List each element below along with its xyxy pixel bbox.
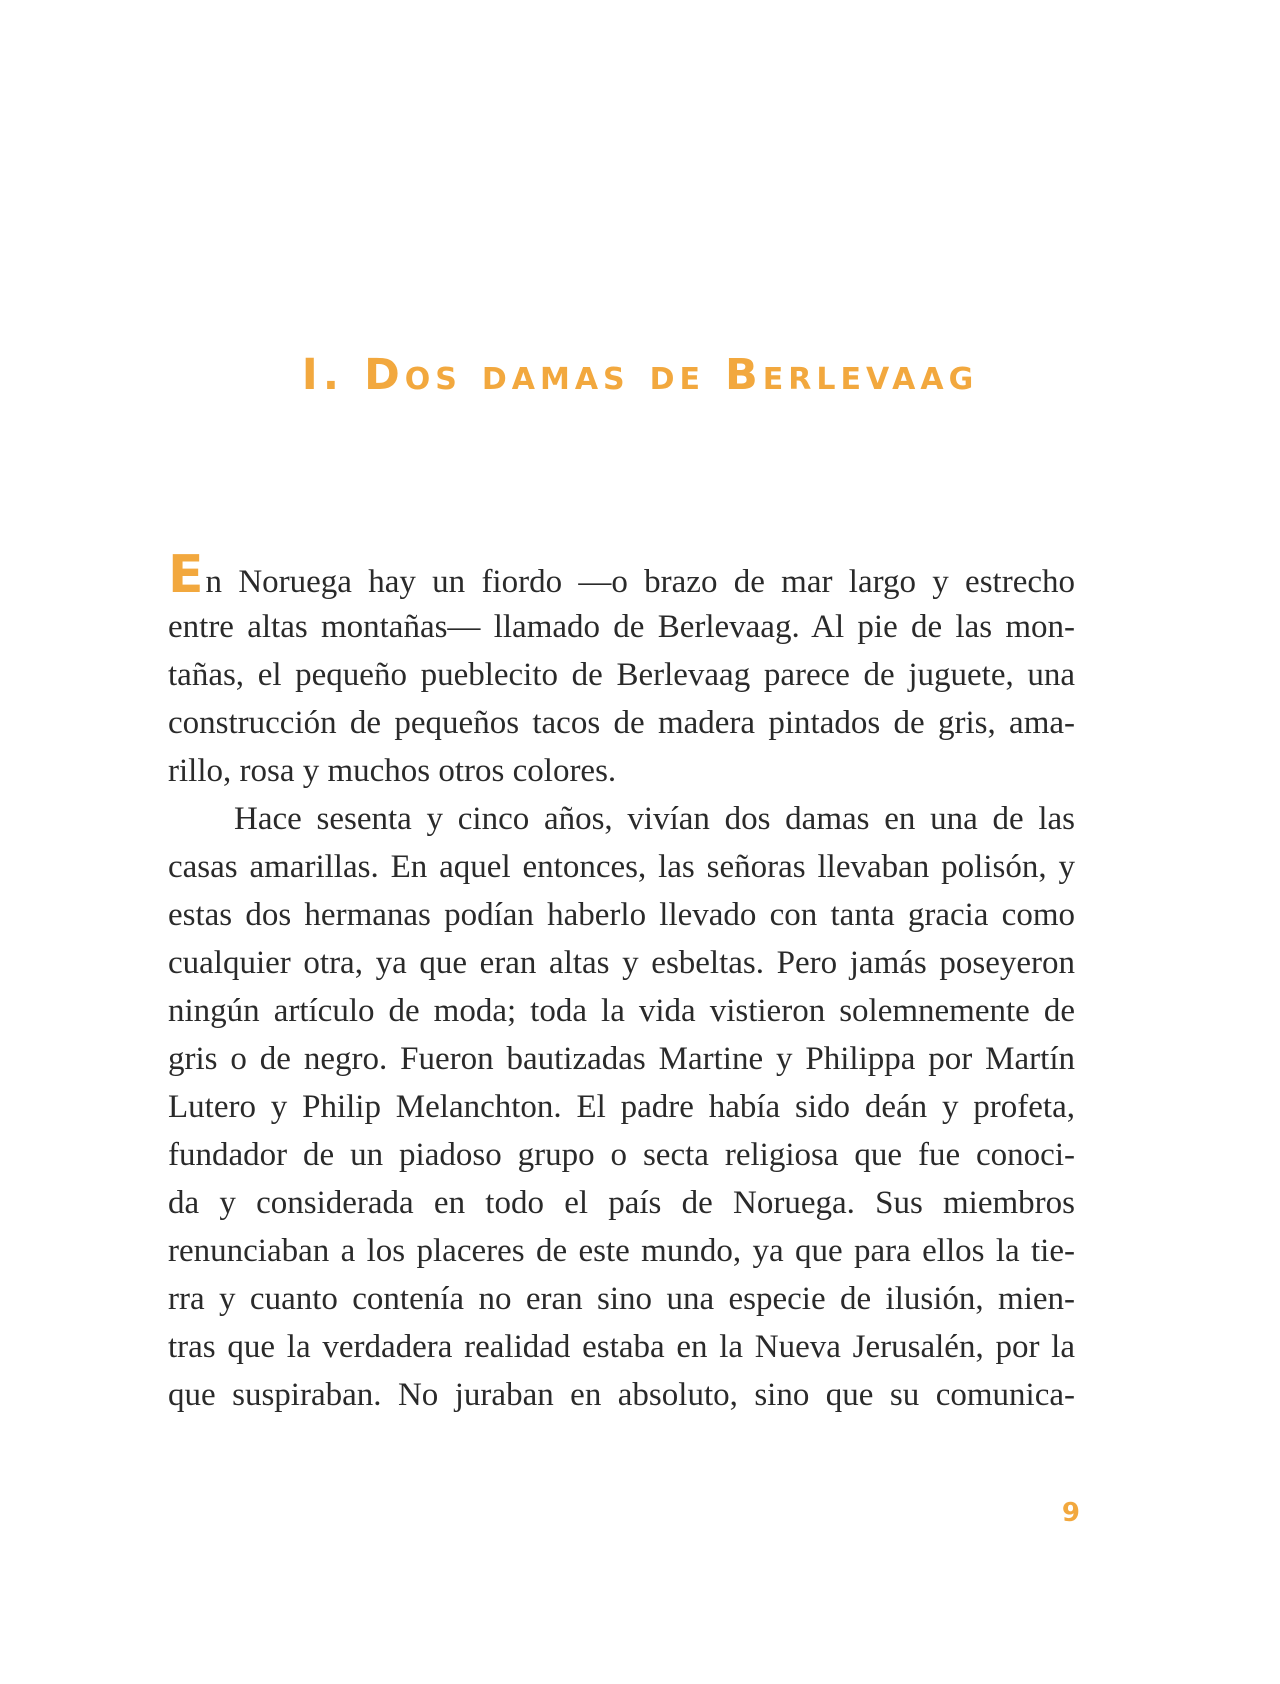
text-line: estas dos hermanas podían haberlo llevado con tanta gracia como [168, 897, 1075, 933]
text-line: cualquier otra, ya que eran altas y esbeltas. Pero jamás poseyeron [168, 945, 1075, 981]
page-number: 9 [1061, 1498, 1080, 1528]
text-line: da y considerada en todo el país de Noruega. Sus miembros [168, 1185, 1075, 1221]
text-line: rillo, rosa y muchos otros colores. [168, 753, 617, 789]
text-line: gris o de negro. Fueron bautizadas Martine y Philippa por Martín [168, 1041, 1075, 1077]
text-line: entre altas montañas— llamado de Berlevaag. Al pie de las mon- [168, 609, 1075, 645]
text-line: tras que la verdadera realidad estaba en la Nueva Jerusalén, por la [168, 1329, 1075, 1365]
text-line: ningún artículo de moda; toda la vida vistieron solemnemente de [168, 993, 1075, 1029]
text-line: tañas, el pequeño pueblecito de Berlevaag parece de juguete, una [168, 657, 1075, 693]
drop-cap: E [168, 545, 204, 605]
chapter-title: I. Dos damas de Berlevaag [301, 350, 979, 400]
text-line: Lutero y Philip Melanchton. El padre había sido deán y profeta, [168, 1089, 1075, 1125]
text-line: renunciaban a los placeres de este mundo, ya que para ellos la tie- [168, 1233, 1075, 1269]
text-line [168, 545, 1075, 605]
line-text: n Noruega hay un fiordo —o brazo de mar largo y estrecho [205, 564, 1075, 600]
text-line: Hace sesenta y cinco años, vivían dos damas en una de las [234, 801, 1075, 837]
text-line: fundador de un piadoso grupo o secta religiosa que fue conoci- [168, 1137, 1075, 1173]
text-line: construcción de pequeños tacos de madera pintados de gris, ama- [168, 705, 1075, 741]
text-line: rra y cuanto contenía no eran sino una especie de ilusión, mien- [168, 1281, 1075, 1317]
chapter-body [168, 545, 1075, 1419]
text-line: casas amarillas. En aquel entonces, las señoras llevaban polisón, y [168, 849, 1075, 885]
text-line: que suspiraban. No juraban en absoluto, sino que su comunica- [168, 1377, 1075, 1413]
